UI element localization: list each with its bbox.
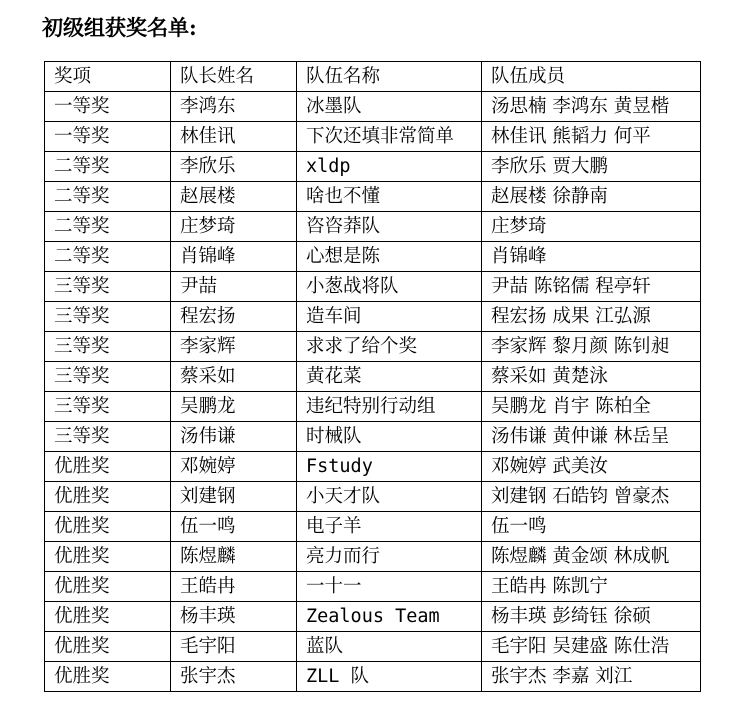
table-row [45, 572, 701, 602]
cell-captain: 赵展楼 [171, 182, 297, 212]
cell-captain: 吴鹏龙 [171, 392, 297, 422]
cell-members: 庄梦琦 [482, 212, 701, 242]
cell-team: 咨咨莽队 [297, 212, 482, 242]
cell-captain: 李家辉 [171, 332, 297, 362]
cell-team: 亮力而行 [297, 542, 482, 572]
cell-captain: 毛宇阳 [171, 632, 297, 662]
cell-captain: 王皓冉 [171, 572, 297, 602]
cell-members: 吴鹏龙 肖宇 陈柏全 [482, 392, 701, 422]
cell-team: 一十一 [297, 572, 482, 602]
cell-award: 优胜奖 [45, 632, 171, 662]
cell-award: 三等奖 [45, 302, 171, 332]
cell-award: 优胜奖 [45, 452, 171, 482]
cell-award: 一等奖 [45, 122, 171, 152]
cell-members: 张宇杰 李嘉 刘江 [482, 662, 701, 692]
table-body [45, 92, 701, 692]
cell-team: 造车间 [297, 302, 482, 332]
cell-team: 心想是陈 [297, 242, 482, 272]
cell-team: xldp [297, 152, 482, 182]
cell-members: 毛宇阳 吴建盛 陈仕浩 [482, 632, 701, 662]
cell-award: 一等奖 [45, 92, 171, 122]
cell-team: 小天才队 [297, 482, 482, 512]
cell-members: 伍一鸣 [482, 512, 701, 542]
cell-team: 求求了给个奖 [297, 332, 482, 362]
cell-members: 程宏扬 成果 江弘源 [482, 302, 701, 332]
cell-team: 蓝队 [297, 632, 482, 662]
table-row [45, 92, 701, 122]
cell-captain: 林佳讯 [171, 122, 297, 152]
table-row [45, 332, 701, 362]
table-row [45, 662, 701, 692]
table-row [45, 242, 701, 272]
table-row [45, 302, 701, 332]
cell-team: 时械队 [297, 422, 482, 452]
cell-team: 电子羊 [297, 512, 482, 542]
header-team: 队伍名称 [297, 62, 482, 92]
table-row [45, 452, 701, 482]
table-header [45, 62, 701, 92]
cell-members: 蔡采如 黄楚泳 [482, 362, 701, 392]
cell-team: Fstudy [297, 452, 482, 482]
header-row [45, 62, 701, 92]
cell-award: 二等奖 [45, 212, 171, 242]
cell-captain: 汤伟谦 [171, 422, 297, 452]
cell-members: 邓婉婷 武美汝 [482, 452, 701, 482]
cell-award: 优胜奖 [45, 572, 171, 602]
table-row [45, 212, 701, 242]
cell-captain: 邓婉婷 [171, 452, 297, 482]
cell-team: ZLL 队 [297, 662, 482, 692]
cell-award: 优胜奖 [45, 512, 171, 542]
cell-award: 优胜奖 [45, 602, 171, 632]
cell-captain: 刘建钢 [171, 482, 297, 512]
cell-members: 赵展楼 徐静南 [482, 182, 701, 212]
table-row [45, 392, 701, 422]
cell-captain: 张宇杰 [171, 662, 297, 692]
cell-award: 二等奖 [45, 152, 171, 182]
cell-members: 汤思楠 李鸿东 黄昱楷 [482, 92, 701, 122]
cell-team: 下次还填非常简单 [297, 122, 482, 152]
header-members: 队伍成员 [482, 62, 701, 92]
cell-award: 三等奖 [45, 272, 171, 302]
cell-members: 李欣乐 贾大鹏 [482, 152, 701, 182]
cell-captain: 蔡采如 [171, 362, 297, 392]
cell-award: 三等奖 [45, 332, 171, 362]
cell-members: 汤伟谦 黄仲谦 林岳呈 [482, 422, 701, 452]
cell-members: 王皓冉 陈凯宁 [482, 572, 701, 602]
awards-table [44, 61, 701, 692]
cell-members: 林佳讯 熊韬力 何平 [482, 122, 701, 152]
cell-team: 啥也不懂 [297, 182, 482, 212]
cell-award: 二等奖 [45, 242, 171, 272]
page-title: 初级组获奖名单: [42, 15, 197, 40]
cell-award: 三等奖 [45, 362, 171, 392]
cell-captain: 伍一鸣 [171, 512, 297, 542]
cell-members: 尹喆 陈铭儒 程亭轩 [482, 272, 701, 302]
cell-award: 三等奖 [45, 392, 171, 422]
cell-team: 小葱战将队 [297, 272, 482, 302]
cell-team: 黄花菜 [297, 362, 482, 392]
table-row [45, 542, 701, 572]
cell-team: 违纪特别行动组 [297, 392, 482, 422]
table-row [45, 362, 701, 392]
cell-award: 三等奖 [45, 422, 171, 452]
cell-award: 优胜奖 [45, 482, 171, 512]
cell-award: 二等奖 [45, 182, 171, 212]
cell-captain: 尹喆 [171, 272, 297, 302]
table-row [45, 632, 701, 662]
cell-members: 杨丰瑛 彭绮钰 徐硕 [482, 602, 701, 632]
table-row [45, 422, 701, 452]
cell-members: 李家辉 黎月颜 陈钊昶 [482, 332, 701, 362]
header-captain: 队长姓名 [171, 62, 297, 92]
table-row [45, 482, 701, 512]
cell-captain: 陈煜麟 [171, 542, 297, 572]
cell-award: 优胜奖 [45, 542, 171, 572]
table-row [45, 602, 701, 632]
cell-members: 刘建钢 石皓钧 曾豪杰 [482, 482, 701, 512]
header-award: 奖项 [45, 62, 171, 92]
cell-captain: 李欣乐 [171, 152, 297, 182]
cell-team: 冰墨队 [297, 92, 482, 122]
cell-members: 陈煜麟 黄金颂 林成帆 [482, 542, 701, 572]
table-row [45, 122, 701, 152]
cell-members: 肖锦峰 [482, 242, 701, 272]
cell-award: 优胜奖 [45, 662, 171, 692]
table-row [45, 182, 701, 212]
cell-captain: 杨丰瑛 [171, 602, 297, 632]
cell-captain: 李鸿东 [171, 92, 297, 122]
cell-captain: 程宏扬 [171, 302, 297, 332]
table-row [45, 272, 701, 302]
cell-captain: 肖锦峰 [171, 242, 297, 272]
cell-team: Zealous Team [297, 602, 482, 632]
table-row [45, 152, 701, 182]
cell-captain: 庄梦琦 [171, 212, 297, 242]
table-row [45, 512, 701, 542]
